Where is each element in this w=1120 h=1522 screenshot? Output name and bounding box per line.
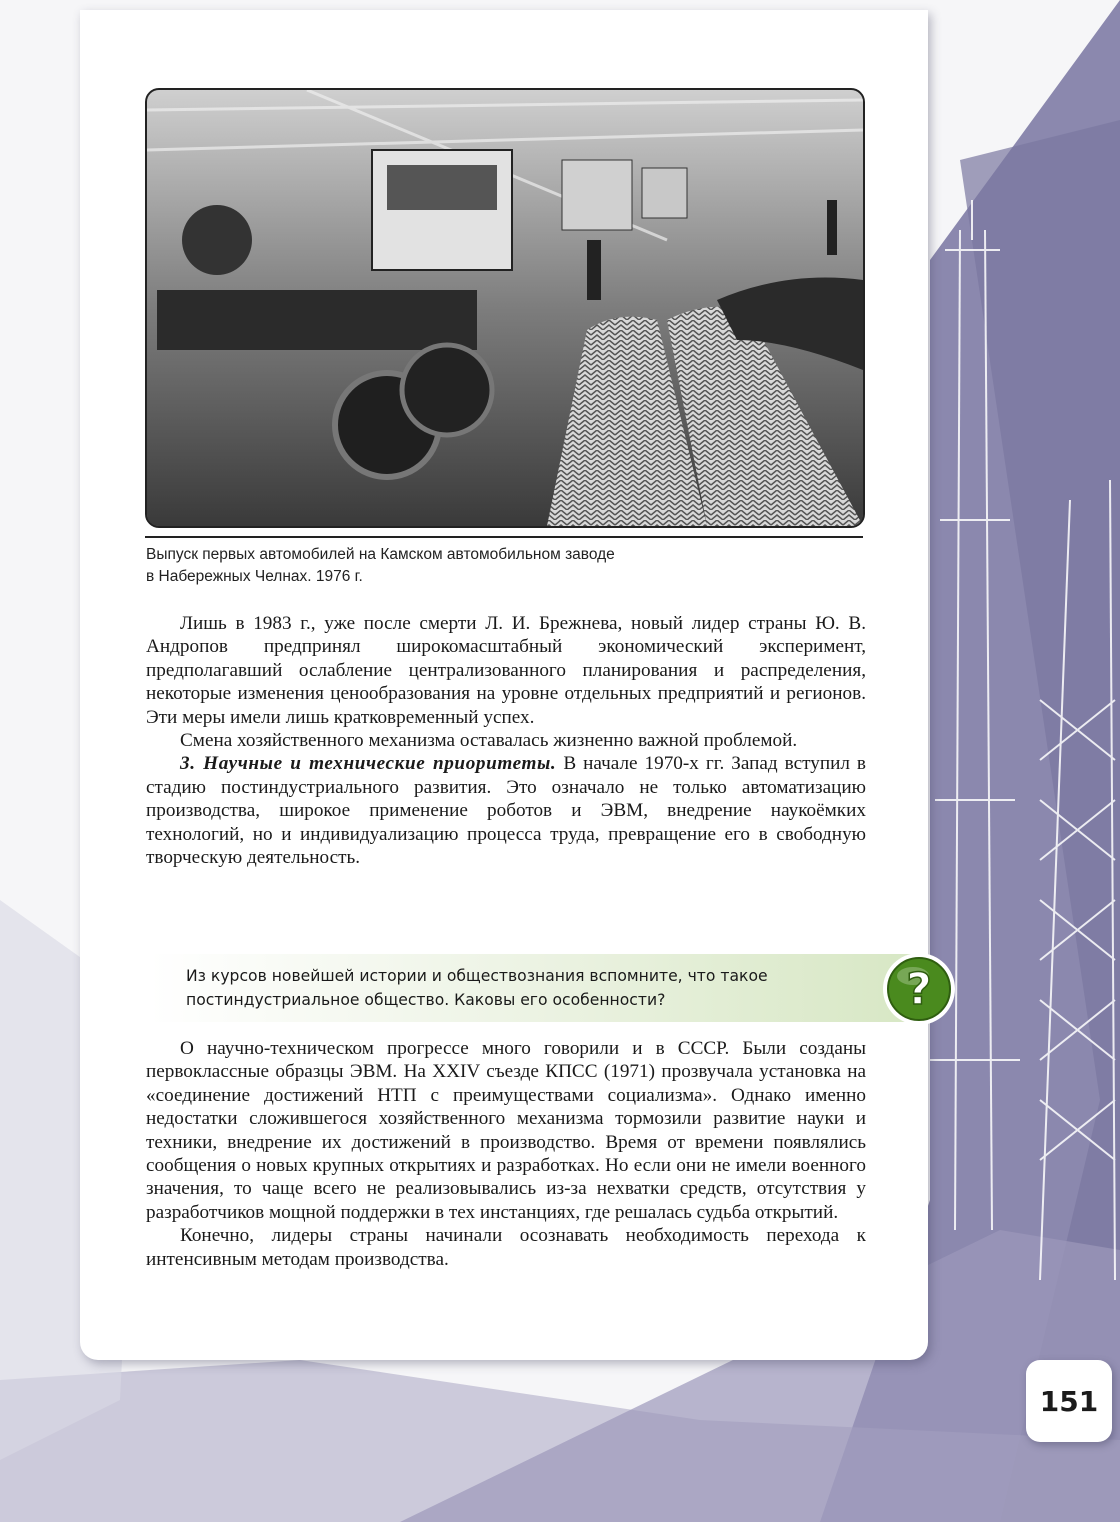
question-text: Из курсов новейшей истории и обществознания вспомните, что такое постиндустриальное общество. Каковы его особенности? bbox=[186, 967, 768, 1009]
body-text-section-2 bbox=[146, 1037, 866, 1271]
paragraph: Смена хозяйственного механизма оставалась жизненно важной проблемой. bbox=[180, 730, 798, 752]
paragraph: Конечно, лидеры страны начинали осознавать необходимость перехода к интенсивным методам производства. bbox=[146, 1225, 866, 1270]
caption-divider bbox=[145, 536, 863, 538]
paragraph: Лишь в 1983 г., уже после смерти Л. И. Брежнева, новый лидер страны Ю. В. Андропов предпринял широкомасштабный экономический эксперимент, предполагавший ослабление централизованного планирования и распределения, некоторые изменения ценообразования на уровне отдельных предприятий и регионов. Эти меры имели лишь кратковременный успех. bbox=[146, 613, 866, 728]
body-text-section-1 bbox=[146, 612, 866, 869]
paragraph bbox=[146, 752, 866, 869]
paragraph-text: В начале 1970-х гг. Запад вступил в стадию постиндустриального развития. Это означало не только автоматизацию производства, широкое применение роботов и ЭВМ, внедрение наукоёмких технологий, но и индивидуализацию процесса труда, превращение его в свободную творческую деятельность. bbox=[146, 753, 866, 869]
factory-photo bbox=[145, 88, 865, 528]
question-mark-icon bbox=[880, 950, 958, 1028]
paragraph: О научно-техническом прогрессе много говорили и в СССР. Были созданы первоклассные образцы ЭВМ. На XXIV съезде КПСС (1971) прозвучала установка на «соединение достижений НТП с преимуществами социализма». Однако именно недостатки сложившегося хозяйственного механизма тормозили развитие науки и техники, внедрение их достижений в производство. Время от времени появлялись сообщения о новых крупных открытиях и разработках. Но если они не имели военного значения, то чаще всего не реализовывались из-за нехватки средств, отсутствия у разработчиков мощной поддержки в тех инстанциях, где решалась судьба открытий. bbox=[146, 1038, 866, 1223]
svg-text:?: ? bbox=[906, 964, 932, 1015]
section-heading: 3. Научные и технические приоритеты. bbox=[180, 753, 557, 775]
page-number: 151 bbox=[1039, 1384, 1099, 1418]
page-number-badge bbox=[1026, 1360, 1112, 1442]
caption-line-2: в Набережных Челнах. 1976 г. bbox=[146, 568, 363, 585]
photo-caption bbox=[146, 544, 856, 588]
caption-line-1: Выпуск первых автомобилей на Камском автомобильном заводе bbox=[146, 546, 615, 563]
